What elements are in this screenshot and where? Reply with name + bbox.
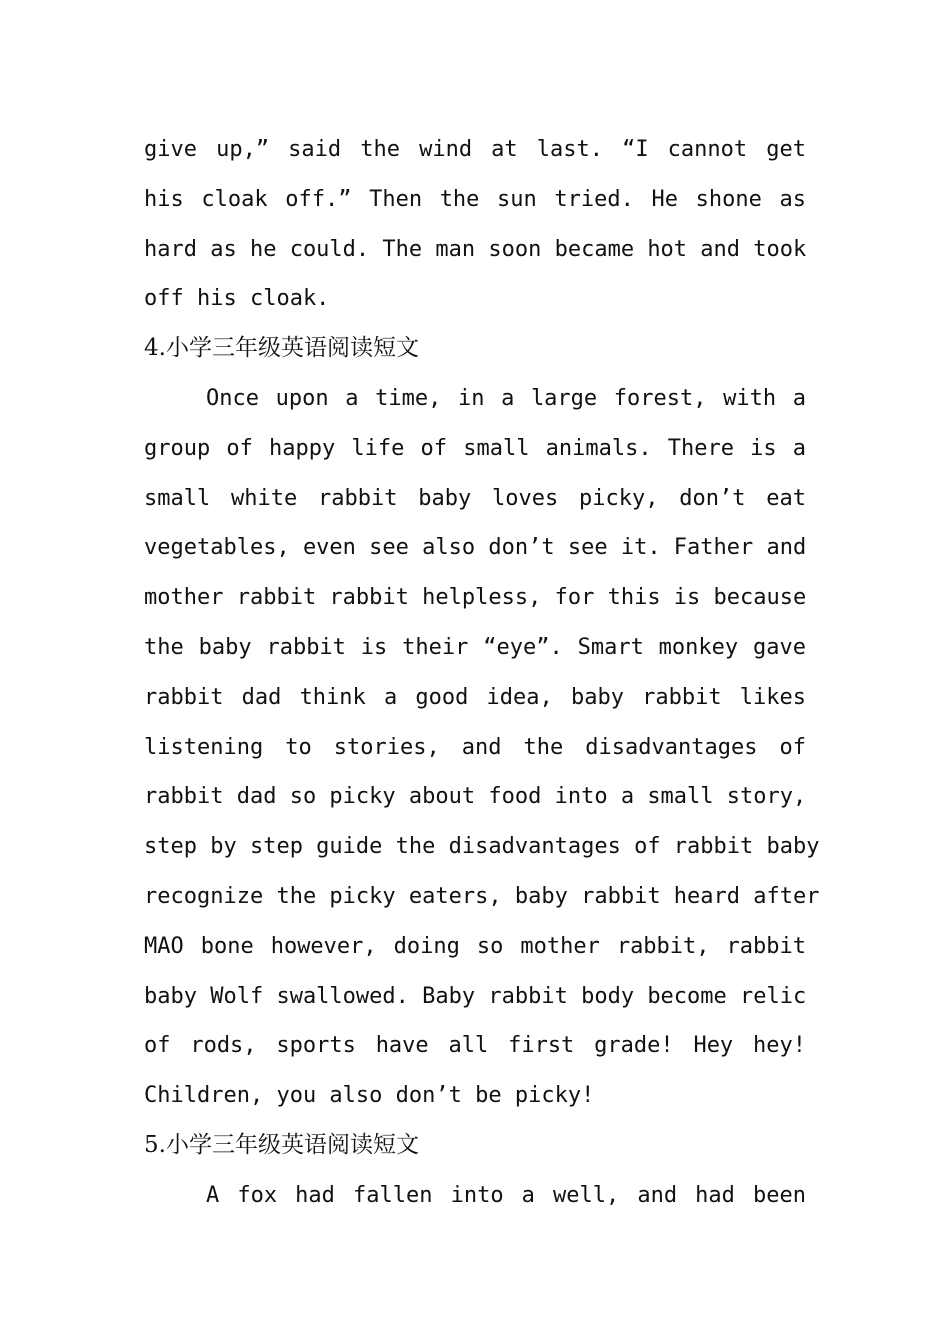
section-heading: 4.小学三年级英语阅读短文 xyxy=(144,335,419,362)
text-line: rabbit dad think a good idea, baby rabbit likes xyxy=(144,684,806,710)
text-line: small white rabbit baby loves picky, don’t eat xyxy=(144,485,806,511)
section-heading: 5.小学三年级英语阅读短文 xyxy=(144,1131,419,1158)
document-body xyxy=(144,125,820,1221)
text-line: baby Wolf swallowed. Baby rabbit body become relic xyxy=(144,983,807,1009)
text-line: A fox had fallen into a well, and had been xyxy=(206,1182,806,1208)
text-line: Children, you also don’t be picky! xyxy=(144,1083,595,1109)
text-line: listening to stories, and the disadvantages of xyxy=(144,734,806,760)
text-line: of rods, sports have all first grade! Hey hey! xyxy=(144,1033,806,1059)
text-line: Once upon a time, in a large forest, with a xyxy=(206,385,806,411)
text-line: MAO bone however, doing so mother rabbit, rabbit xyxy=(144,933,806,959)
text-line: give up,” said the wind at last. “I cannot get xyxy=(144,137,806,162)
text-line: hard as he could. The man soon became hot and took xyxy=(144,236,807,262)
text-line: the baby rabbit is their “eye”. Smart monkey gave xyxy=(144,634,806,660)
text-line: group of happy life of small animals. There is a xyxy=(144,435,806,461)
text-line: mother rabbit rabbit helpless, for this is because xyxy=(144,585,807,611)
text-line: off his cloak. xyxy=(144,286,330,312)
text-line: his cloak off.” Then the sun tried. He shone as xyxy=(144,186,806,212)
text-line: vegetables, even see also don’t see it. Father and xyxy=(144,535,807,561)
text-line: step by step guide the disadvantages of rabbit baby xyxy=(144,834,820,860)
text-line: rabbit dad so picky about food into a small story, xyxy=(144,784,807,810)
text-line: recognize the picky eaters, baby rabbit heard after xyxy=(144,883,820,909)
